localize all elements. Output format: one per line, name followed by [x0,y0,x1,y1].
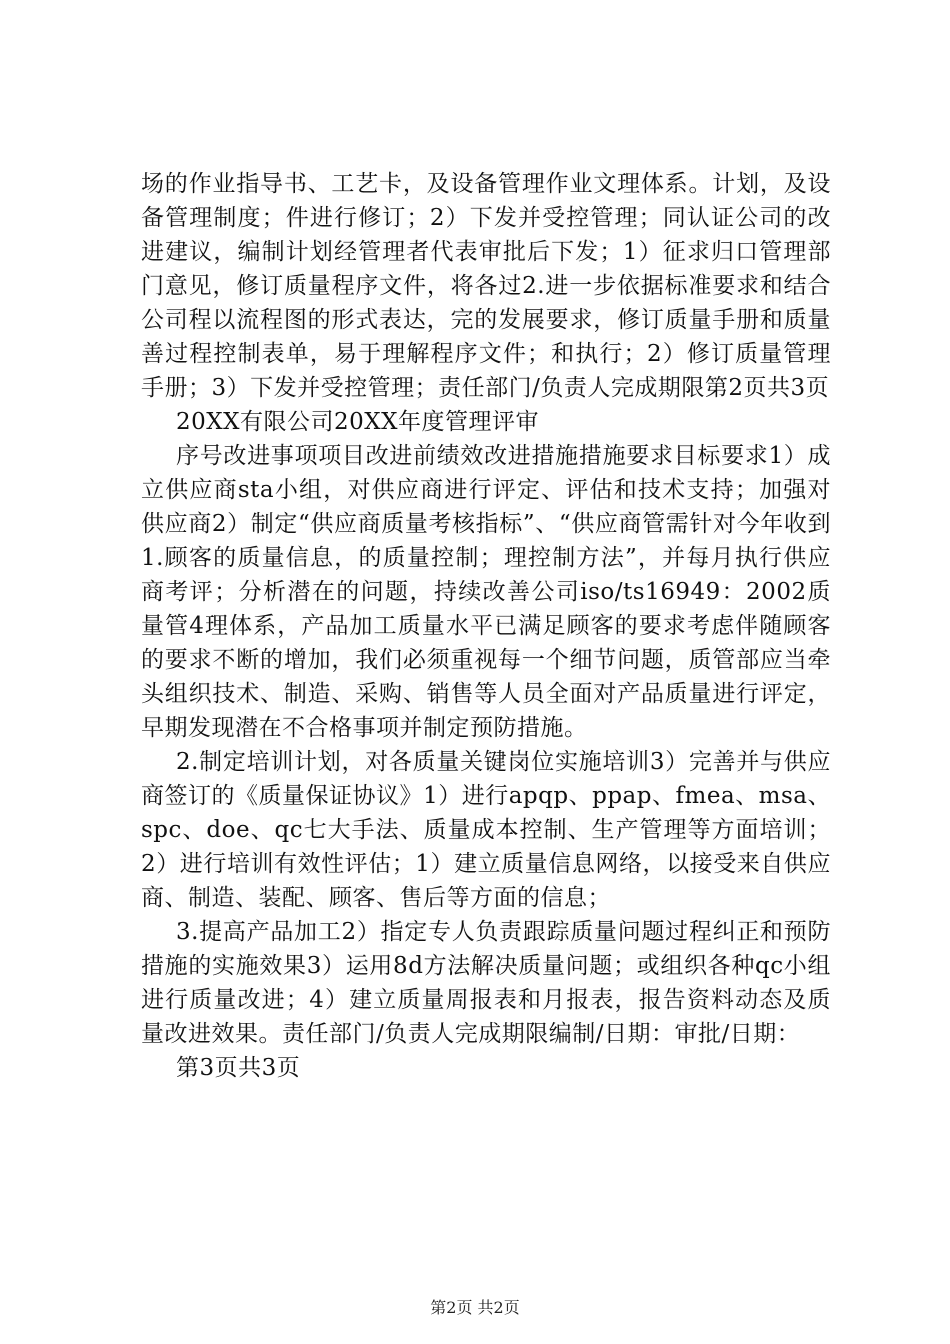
page-footer: 第2页 共2页 [430,1298,520,1317]
paragraph-training-plan: 2.制定培训计划，对各质量关键岗位实施培训3）完善并与供应商签订的《质量保证协议》1）进行apqp、ppap、fmea、msa、spc、doe、qc七大手法、质量成本控制、生产管理等方面培训；2）进行培训有效性评估；1）建立质量信息网络，以接受来自供应商、制造、装配、顾客、售后等方面的信息； [141,749,831,911]
paragraph-product-quality: 3.提高产品加工2）指定专人负责跟踪质量问题过程纠正和预防措施的实施效果3）运用8d方法解决质量问题；或组织各种qc小组进行质量改进；4）建立质量周报表和月报表，报告资料动态及质量改进效果。责任部门/负责人完成期限编制/日期：审批/日期： [141,919,831,1047]
paragraph-improvement-items: 序号改进事项项目改进前绩效改进措施措施要求目标要求1）成立供应商sta小组，对供应商进行评定、评估和技术支持；加强对供应商2）制定“供应商质量考核指标”、“供应商管需针对今年收到1.顾客的质量信息，的质量控制；理控制方法”，并每月执行供应商考评；分析潜在的问题，持续改善公司iso/ts16949：2002质量管4理体系，产品加工质量水平已满足顾客的要求考虑伴随顾客的要求不断的增加，我们必须重视每一个细节问题，质管部应当牵头组织技术、制造、采购、销售等人员全面对产品质量进行评定，早期发现潜在不合格事项并制定预防措施。 [141,443,831,741]
inline-page-number: 第3页共3页 [176,1055,301,1081]
document-body [141,167,831,1085]
section-title: 20XX有限公司20XX年度管理评审 [176,409,540,435]
paragraph-continuation: 场的作业指导书、工艺卡，及设备管理作业文理体系。计划，及设备管理制度；件进行修订；2）下发并受控管理；同认证公司的改进建议，编制计划经管理者代表审批后下发；1）征求归口管理部门意见，修订质量程序文件，将各过2.进一步依据标准要求和结合公司程以流程图的形式表达，完的发展要求，修订质量手册和质量善过程控制表单，易于理解程序文件；和执行；2）修订质量管理手册；3）下发并受控管理；责任部门/负责人完成期限第2页共3页 [141,171,831,401]
